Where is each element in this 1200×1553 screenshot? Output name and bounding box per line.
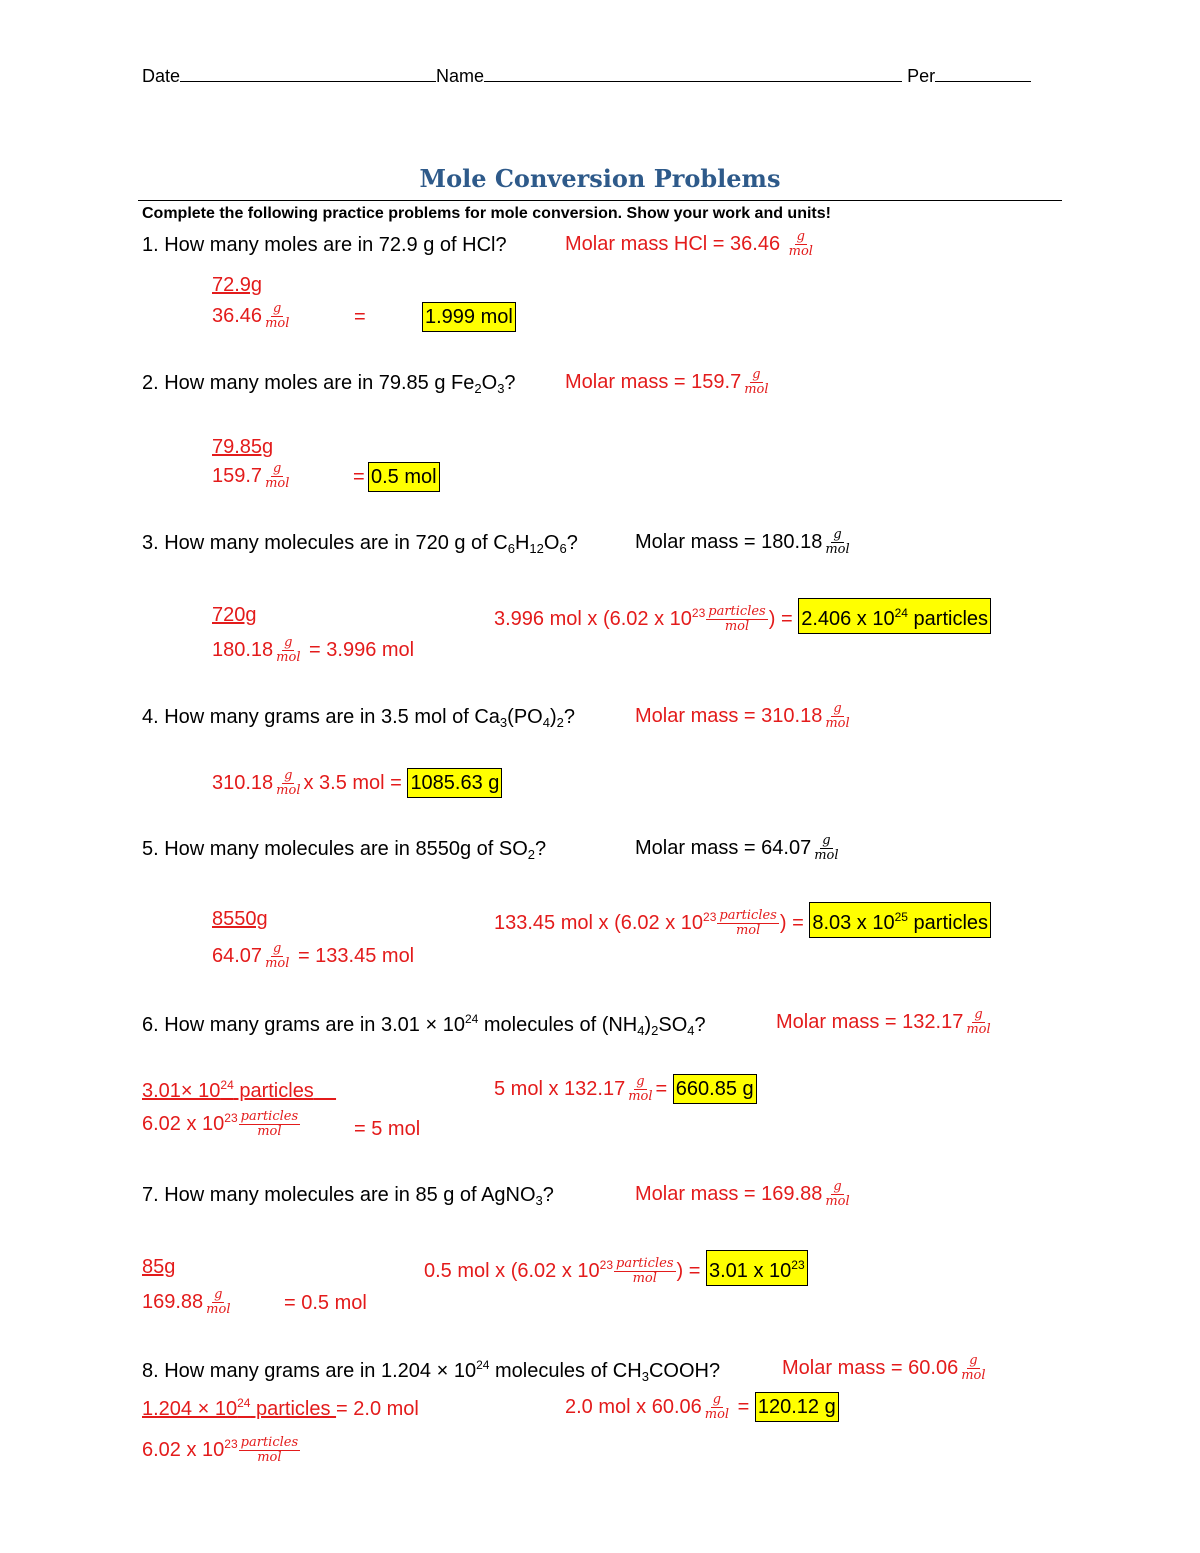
q-text: ? bbox=[694, 1014, 706, 1036]
equals-1: = bbox=[354, 306, 366, 328]
q-text: 6. How many grams are in 3.01 × 10 bbox=[142, 1014, 465, 1036]
particles-per-mol-fraction bbox=[239, 1110, 300, 1139]
subscript: 3 bbox=[535, 1193, 543, 1208]
q-text: 2. How many moles are in 79.85 g Fe bbox=[142, 372, 475, 394]
exponent: 23 bbox=[691, 606, 706, 620]
per-blank[interactable] bbox=[935, 81, 1031, 82]
q-text: ) bbox=[644, 1014, 652, 1036]
g-per-mol-fraction bbox=[823, 702, 851, 731]
g-per-mol-fraction bbox=[263, 302, 291, 331]
molar-mass-2 bbox=[565, 368, 772, 397]
den-text: 180.18 bbox=[212, 638, 274, 661]
numerator-8 bbox=[142, 1396, 419, 1421]
calculation-6 bbox=[494, 1074, 757, 1104]
q-text: COOH? bbox=[648, 1360, 721, 1382]
exponent: 23 bbox=[224, 1110, 238, 1125]
ans-exponent: 25 bbox=[894, 910, 908, 924]
frac-den: mol bbox=[265, 316, 290, 331]
den-text: 36.46 bbox=[212, 304, 263, 327]
den-result: = 3.996 mol bbox=[309, 638, 415, 661]
frac-den: mol bbox=[628, 1089, 653, 1105]
date-label-row bbox=[142, 66, 1031, 87]
numerator-3: 720g bbox=[212, 604, 257, 626]
date-label: Date bbox=[142, 66, 181, 86]
frac-num: g bbox=[273, 941, 282, 956]
frac-num: particles bbox=[719, 908, 777, 924]
answer-box bbox=[706, 1250, 808, 1286]
calc-close: ) = bbox=[676, 1260, 701, 1282]
den-text: 159.7 bbox=[212, 464, 263, 487]
molar-mass-text: Molar mass = 180.18 bbox=[635, 530, 823, 553]
calc-text: 3.996 mol x (6.02 x 10 bbox=[494, 608, 692, 630]
subscript: 4 bbox=[542, 715, 550, 730]
exponent: 23 bbox=[224, 1436, 238, 1451]
result-7: = 0.5 mol bbox=[284, 1292, 367, 1314]
frac-num: g bbox=[284, 768, 293, 784]
num-text: particles bbox=[233, 1080, 314, 1102]
denominator-3 bbox=[212, 636, 414, 665]
q-text: 5. How many molecules are in 8550g of SO bbox=[142, 838, 528, 860]
frac-num: g bbox=[974, 1007, 983, 1022]
frac-den: mol bbox=[735, 923, 761, 939]
frac-num: particles bbox=[616, 1256, 674, 1272]
subscript: 3 bbox=[497, 381, 505, 396]
num-text: 1.204 × 10 bbox=[142, 1398, 238, 1420]
calc-text: 310.18 bbox=[212, 772, 274, 794]
q-text: 7. How many molecules are in 85 g of AgNO bbox=[142, 1184, 536, 1206]
denominator-8 bbox=[142, 1436, 301, 1465]
ans-text: 8.03 x 10 bbox=[812, 912, 895, 934]
subscript: 6 bbox=[559, 541, 567, 556]
calc-close: = bbox=[655, 1078, 668, 1100]
answer-box: 0.5 mol bbox=[368, 462, 440, 492]
q-text: O bbox=[543, 532, 560, 554]
name-blank[interactable] bbox=[484, 81, 902, 82]
q-text: 4. How many grams are in 3.5 mol of Ca bbox=[142, 706, 500, 728]
num-underlined bbox=[142, 1398, 336, 1420]
frac-den: mol bbox=[814, 848, 839, 863]
molar-mass-text: Molar mass = 169.88 bbox=[635, 1182, 823, 1205]
g-per-mol-fraction bbox=[787, 230, 815, 259]
question-7 bbox=[142, 1184, 554, 1208]
num-text: particles bbox=[250, 1398, 337, 1420]
question-text: 1. How many moles are in 72.9 g of HCl? bbox=[142, 234, 507, 256]
calc-close: ) = bbox=[779, 912, 804, 934]
question-2 bbox=[142, 372, 516, 396]
den-text: 64.07 bbox=[212, 944, 263, 967]
q-text: molecules of CH bbox=[489, 1360, 642, 1382]
frac-num: g bbox=[833, 1179, 842, 1194]
frac-num: g bbox=[214, 1287, 223, 1302]
frac-den: mol bbox=[265, 956, 290, 971]
g-per-mol-fraction bbox=[263, 462, 291, 491]
equals-2: = bbox=[353, 466, 365, 488]
answer-box: 1085.63 g bbox=[407, 768, 502, 798]
ans-text: 2.406 x 10 bbox=[801, 608, 895, 630]
g-per-mol-fraction bbox=[964, 1008, 992, 1037]
frac-den: mol bbox=[825, 1194, 850, 1209]
num-text: 3.01× 10 bbox=[142, 1080, 221, 1102]
frac-num: g bbox=[833, 701, 842, 716]
calc-close: = bbox=[737, 1396, 750, 1418]
molar-mass-text: Molar mass = 64.07 bbox=[635, 836, 812, 859]
frac-den: mol bbox=[788, 244, 813, 259]
calculation-8 bbox=[565, 1392, 839, 1422]
answer-box: 120.12 g bbox=[755, 1392, 839, 1422]
calculation-3 bbox=[494, 598, 991, 634]
frac-den: mol bbox=[257, 1450, 282, 1465]
q-text: ) bbox=[549, 706, 557, 728]
frac-num: g bbox=[712, 1392, 722, 1408]
molar-mass-8 bbox=[782, 1354, 989, 1383]
ans-exponent: 23 bbox=[791, 1258, 805, 1272]
ans-text: particles bbox=[907, 912, 989, 934]
q-text: H bbox=[514, 532, 530, 554]
subscript: 12 bbox=[529, 541, 544, 556]
frac-num: g bbox=[636, 1074, 645, 1090]
denominator-7 bbox=[142, 1288, 233, 1317]
q-text: molecules of (NH bbox=[478, 1014, 638, 1036]
g-per-mol-fraction bbox=[823, 528, 851, 557]
subscript: 2 bbox=[651, 1023, 659, 1038]
particles-per-mol-fraction bbox=[614, 1257, 675, 1286]
frac-num: g bbox=[752, 367, 761, 382]
answer-box: 660.85 g bbox=[673, 1074, 757, 1104]
denominator-1 bbox=[212, 302, 292, 331]
question-1 bbox=[142, 234, 507, 257]
frac-den: mol bbox=[632, 1271, 657, 1287]
ans-exponent: 24 bbox=[894, 606, 908, 620]
molar-mass-text: Molar mass = 310.18 bbox=[635, 704, 823, 727]
exponent: 24 bbox=[464, 1012, 479, 1026]
date-blank[interactable] bbox=[180, 81, 436, 82]
q-text: ? bbox=[504, 372, 516, 394]
g-per-mol-fraction bbox=[703, 1393, 731, 1422]
exponent: 24 bbox=[237, 1396, 251, 1410]
particles-per-mol-fraction bbox=[706, 605, 767, 634]
den-text: 169.88 bbox=[142, 1290, 204, 1313]
frac-den: mol bbox=[257, 1124, 282, 1139]
frac-num: particles bbox=[240, 1435, 299, 1450]
numerator-2: 79.85g bbox=[212, 436, 274, 458]
frac-num: g bbox=[273, 301, 282, 316]
numerator-6 bbox=[142, 1078, 336, 1103]
instructions: Complete the following practice problems for mole conversion. Show your work and units! bbox=[142, 205, 831, 222]
calculation-4 bbox=[212, 768, 502, 798]
result-6: = 5 mol bbox=[354, 1118, 421, 1140]
frac-num: g bbox=[273, 461, 282, 476]
frac-den: mol bbox=[825, 542, 850, 557]
particles-per-mol-fraction bbox=[239, 1436, 300, 1465]
calculation-7 bbox=[424, 1250, 808, 1286]
exponent: 24 bbox=[476, 1358, 490, 1372]
frac-den: mol bbox=[265, 476, 290, 491]
molar-mass-5 bbox=[635, 834, 842, 863]
g-per-mol-fraction bbox=[204, 1288, 232, 1317]
molar-mass-3 bbox=[635, 528, 853, 557]
question-3 bbox=[142, 532, 578, 556]
exponent: 23 bbox=[599, 1258, 614, 1272]
q-text: (PO bbox=[507, 706, 543, 728]
frac-den: mol bbox=[825, 716, 850, 731]
q-text: ? bbox=[563, 706, 575, 728]
q-text: ? bbox=[542, 1184, 554, 1206]
frac-den: mol bbox=[961, 1368, 986, 1383]
subscript: 4 bbox=[637, 1023, 645, 1038]
answer-2 bbox=[368, 462, 440, 492]
frac-num: g bbox=[822, 833, 831, 848]
title-divider bbox=[138, 200, 1062, 201]
g-per-mol-fraction bbox=[274, 636, 302, 665]
num-result: = 2.0 mol bbox=[336, 1398, 419, 1420]
subscript: 3 bbox=[499, 715, 508, 730]
ans-text: particles bbox=[907, 608, 989, 630]
question-8 bbox=[142, 1358, 720, 1384]
molar-mass-text: Molar mass = 132.17 bbox=[776, 1010, 964, 1033]
subscript: 2 bbox=[474, 381, 482, 396]
g-per-mol-fraction bbox=[274, 769, 302, 798]
frac-den: mol bbox=[276, 650, 301, 665]
subscript: 4 bbox=[687, 1023, 695, 1038]
denominator-5 bbox=[212, 942, 414, 971]
g-per-mol-fraction bbox=[626, 1075, 654, 1104]
subscript: 2 bbox=[527, 847, 535, 862]
frac-den: mol bbox=[966, 1022, 991, 1037]
numerator-7: 85g bbox=[142, 1256, 176, 1278]
q-text: 3. How many molecules are in 720 g of C bbox=[142, 532, 508, 554]
subscript: 2 bbox=[556, 715, 564, 730]
calc-close: ) = bbox=[768, 608, 793, 630]
den-text: 6.02 x 10 bbox=[142, 1438, 225, 1461]
frac-den: mol bbox=[724, 619, 750, 635]
g-per-mol-fraction bbox=[263, 942, 291, 971]
g-per-mol-fraction bbox=[823, 1180, 851, 1209]
g-per-mol-fraction bbox=[812, 834, 840, 863]
calculation-5 bbox=[494, 902, 991, 938]
subscript: 3 bbox=[641, 1369, 649, 1384]
calc-text: 133.45 mol x (6.02 x 10 bbox=[494, 912, 704, 934]
molar-mass-7 bbox=[635, 1180, 853, 1209]
question-4 bbox=[142, 706, 575, 730]
q-text: ? bbox=[566, 532, 578, 554]
numerator-1: 72.9g bbox=[212, 274, 263, 296]
calc-text: 0.5 mol x (6.02 x 10 bbox=[424, 1260, 600, 1282]
numerator-5: 8550g bbox=[212, 908, 268, 930]
question-6 bbox=[142, 1012, 706, 1038]
q-text: O bbox=[481, 372, 498, 394]
molar-mass-text: Molar mass = 60.06 bbox=[782, 1356, 959, 1379]
frac-num: particles bbox=[240, 1109, 299, 1124]
frac-num: g bbox=[969, 1353, 978, 1368]
q-text: ? bbox=[535, 838, 547, 860]
ans-text: 3.01 x 10 bbox=[708, 1260, 792, 1282]
per-label: Per bbox=[907, 66, 936, 86]
name-label: Name bbox=[436, 66, 485, 86]
page-title: Mole Conversion Problems bbox=[419, 164, 781, 193]
molar-mass-text: Molar mass = 159.7 bbox=[565, 370, 742, 393]
calc-text: x 3.5 mol = bbox=[303, 772, 402, 794]
g-per-mol-fraction bbox=[742, 368, 770, 397]
frac-den: mol bbox=[206, 1302, 231, 1317]
answer-box bbox=[809, 902, 991, 938]
molar-mass-1 bbox=[565, 230, 816, 259]
calc-text: 2.0 mol x 60.06 bbox=[565, 1396, 702, 1418]
denominator-6 bbox=[142, 1110, 301, 1139]
frac-den: mol bbox=[704, 1407, 730, 1423]
frac-num: g bbox=[833, 527, 842, 542]
calc-text: 5 mol x 132.17 bbox=[494, 1078, 626, 1100]
molar-mass-text: Molar mass HCl = 36.46 bbox=[565, 232, 781, 255]
particles-per-mol-fraction bbox=[717, 909, 778, 938]
q-text: 8. How many grams are in 1.204 × 10 bbox=[142, 1360, 477, 1382]
frac-den: mol bbox=[744, 382, 769, 397]
den-result: = 133.45 mol bbox=[297, 944, 415, 967]
g-per-mol-fraction bbox=[959, 1354, 987, 1383]
answer-box: 1.999 mol bbox=[422, 302, 516, 332]
frac-den: mol bbox=[276, 783, 301, 799]
frac-num: g bbox=[796, 229, 805, 244]
denominator-2 bbox=[212, 462, 292, 491]
subscript: 6 bbox=[507, 541, 515, 556]
answer-box bbox=[798, 598, 991, 634]
exponent: 24 bbox=[220, 1078, 234, 1092]
molar-mass-6 bbox=[776, 1008, 994, 1037]
question-5 bbox=[142, 838, 546, 862]
den-text: 6.02 x 10 bbox=[142, 1112, 225, 1135]
answer-1 bbox=[422, 302, 516, 332]
exponent: 23 bbox=[703, 910, 717, 924]
frac-num: particles bbox=[708, 604, 766, 620]
q-text: SO bbox=[658, 1014, 688, 1036]
frac-num: g bbox=[284, 635, 293, 650]
molar-mass-4 bbox=[635, 702, 853, 731]
